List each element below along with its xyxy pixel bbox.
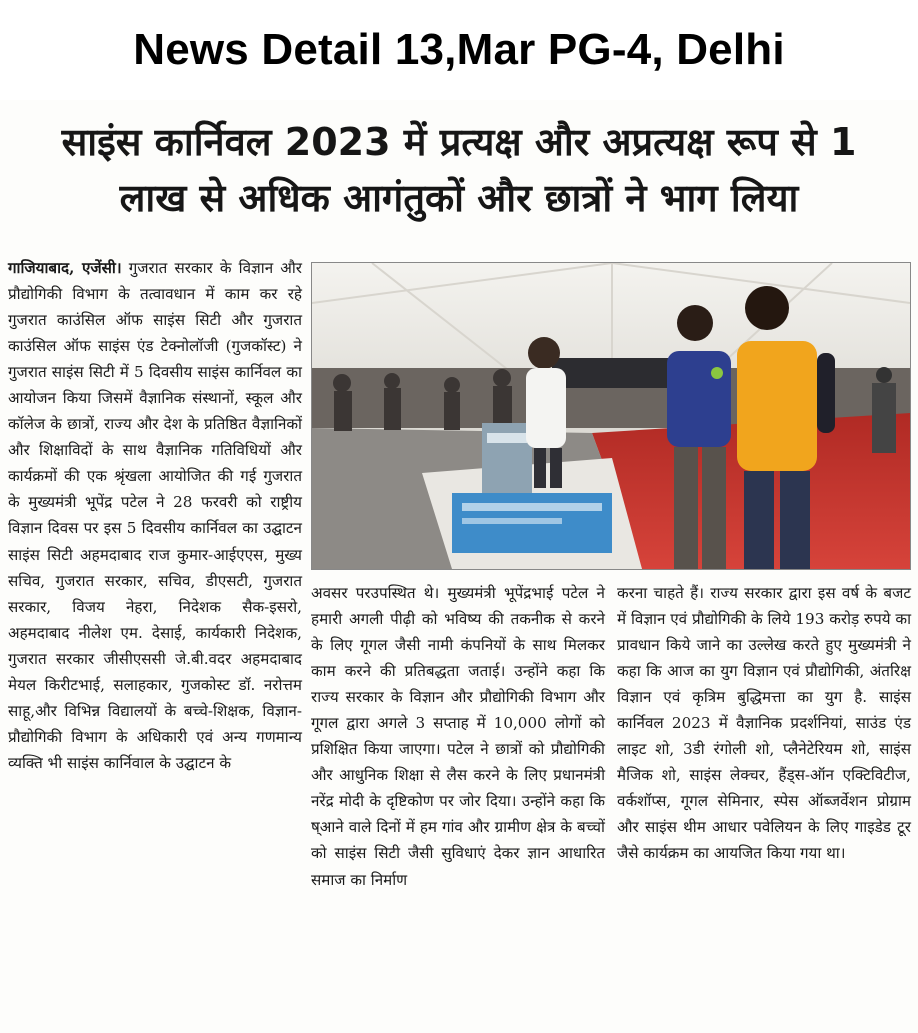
article-column-2: अवसर परउपस्थित थे। मुख्यमंत्री भूपेंद्रभाई पटेल ने हमारी अगली पीढ़ी को भविष्य की तकनीक से करने के लिए गूगल जैसी नामी कंपनियों के साथ मिलकर काम करने की प्रतिबद्धता जताई। उन्होंने कहा कि राज्य सरकार के विज्ञान और प्रौद्योगिकी विभाग और गूगल द्वारा अगले 3 सप्ताह में 10,000 लोगों को प्रशिक्षित किया जाएगा। पटेल ने छात्रों को प्रौद्योगिकी और आधुनिक शिक्षा से लैस करने के लिए प्रधानमंत्री नरेंद्र मोदी के दृष्टिकोण पर जोर दिया। उन्होंने कहा कि ष्आने वाले दिनों में हम गांव और ग्रामीण क्षेत्र के बच्चों को साइंस सिटी जैसी सुविधाएं देकर ज्ञान आधारित समाज का निर्माण xyxy=(311,584,605,889)
page-banner-title: News Detail 13,Mar PG-4, Delhi xyxy=(133,25,785,74)
news-photo-icon xyxy=(312,263,910,569)
column-1-text: गुजरात सरकार के विज्ञान और प्रौद्योगिकी विभाग के तत्वावधान में काम कर रहे गुजरात काउंसिल ऑफ साइंस सिटी और गुजरात काउंसिल ऑफ साइंस एंड टेक्नोलॉजी (गुजकॉस्ट) ने गुजरात साइंस सिटी में 5 दिवसीय साइंस कार्निवल का आयोजन किया जिसमें वैज्ञानिक संस्थानों, स्कूल और कॉलेज के छात्रों, राज्य और देश के प्रतिष्ठित वैज्ञानिकों और शिक्षाविदों के साथ वैज्ञानिक गतिविधियों और कार्यक्रमों की एक श्रृंखला आयोजित की गई गुजरात के मुख्यमंत्री भूपेंद्र पटेल ने 28 फरवरी को राष्ट्रीय विज्ञान दिवस पर इस 5 दिवसीय कार्निवल का उद्घाटन साइंस सिटी अहमदाबाद राज कुमार-आईएएस, मुख्य सचिव, गुजरात सरकार, सचिव, डीएसटी, गुजरात सरकार, विजय नेहरा, निदेशक सैक-इसरो, अहमदाबाद नीलेश एम. देसाई, कार्यकारी निदेशक, गुजरात सरकार जीसीएससी जे.बी.वदर अहमदाबाद मेयल किरीटभाई, सलाहकार, गुजकोस्ट डॉ. नरोत्तम साहू,और विभिन्न विद्यालयों के बच्चे-शिक्षक, विज्ञान-प्रौद्योगिकी विभाग के अधिकारी एवं अन्य गणमान्य व्यक्ति भी साइंस कार्निवाल के उद्घाटन के xyxy=(8,259,302,772)
headline-line-2: लाख से अधिक आगंतुकों और छात्रों ने भाग लिया xyxy=(119,176,799,220)
article-column-1 xyxy=(8,255,302,776)
article-headline xyxy=(10,114,908,226)
news-photo xyxy=(311,262,911,570)
article-dateline: गाजियाबाद, एजेंसी। xyxy=(8,259,122,277)
article-column-3: करना चाहते हैं। राज्य सरकार द्वारा इस वर्ष के बजट में विज्ञान एवं प्रौद्योगिकी के लिये 193 करोड़ रुपये का प्रावधान किये जाने का उल्लेख करते हुए मुख्यमंत्री ने कहा कि आज का युग विज्ञान एवं प्रौद्योगिकी, अंतरिक्ष विज्ञान एवं कृत्रिम बुद्धिमत्ता का युग है. साइंस कार्निवल 2023 में वैज्ञानिक प्रदर्शनियां, साउंड एंड लाइट शो, 3डी रंगोली शो, प्लैनेटेरियम शो, साइंस मैजिक शो, साइंस लेक्चर, हैंड्स-ऑन एक्टिविटीज, वर्कशॉप्स, गूगल सेमिनार, स्पेस ऑब्जर्वेशन प्रोग्राम और साइंस थीम आधार पवेलियन के लिए गाइडेड टूर जैसे कार्यक्रम का आयजित किया गया था। xyxy=(617,584,911,863)
headline-line-1: साइंस कार्निवल 2023 में प्रत्यक्ष और अप्रत्यक्ष रूप से 1 xyxy=(61,120,857,164)
